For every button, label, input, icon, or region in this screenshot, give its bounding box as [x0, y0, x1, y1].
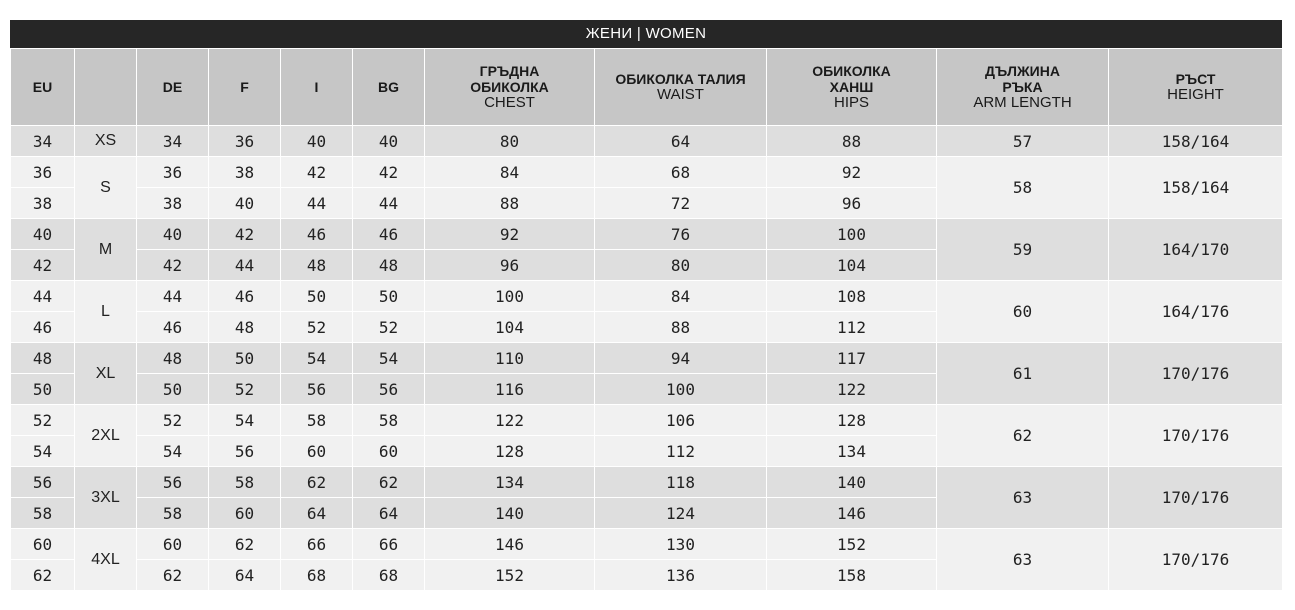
cell-arm: 58 [937, 157, 1109, 219]
cell-f: 50 [209, 343, 281, 374]
cell-de: 56 [137, 467, 209, 498]
cell-waist: 72 [595, 188, 767, 219]
cell-de: 52 [137, 405, 209, 436]
cell-size: 4XL [75, 529, 137, 591]
header-height-bg: РЪСТ [1175, 71, 1216, 87]
cell-size: M [75, 219, 137, 281]
table-row [11, 405, 1283, 436]
cell-eu: 52 [11, 405, 75, 436]
cell-bg: 46 [353, 219, 425, 250]
header-eu: EU [11, 49, 75, 126]
cell-i: 62 [281, 467, 353, 498]
table-row [11, 467, 1283, 498]
header-waist-bg: ОБИКОЛКА ТАЛИЯ [615, 71, 746, 87]
header-hips [767, 49, 937, 126]
cell-waist: 68 [595, 157, 767, 188]
table-row [11, 157, 1283, 188]
cell-de: 60 [137, 529, 209, 560]
cell-arm: 57 [937, 126, 1109, 157]
cell-i: 40 [281, 126, 353, 157]
cell-chest: 100 [425, 281, 595, 312]
cell-arm: 61 [937, 343, 1109, 405]
cell-de: 54 [137, 436, 209, 467]
cell-de: 50 [137, 374, 209, 405]
cell-eu: 54 [11, 436, 75, 467]
cell-eu: 58 [11, 498, 75, 529]
cell-size: L [75, 281, 137, 343]
cell-hips: 122 [767, 374, 937, 405]
cell-chest: 110 [425, 343, 595, 374]
cell-eu: 46 [11, 312, 75, 343]
cell-hips: 117 [767, 343, 937, 374]
cell-chest: 116 [425, 374, 595, 405]
cell-bg: 42 [353, 157, 425, 188]
cell-i: 66 [281, 529, 353, 560]
cell-chest: 92 [425, 219, 595, 250]
header-hips-en: HIPS [833, 94, 869, 111]
cell-i: 42 [281, 157, 353, 188]
cell-bg: 44 [353, 188, 425, 219]
cell-de: 58 [137, 498, 209, 529]
table-row [11, 281, 1283, 312]
header-arm [937, 49, 1109, 126]
cell-bg: 62 [353, 467, 425, 498]
cell-eu: 56 [11, 467, 75, 498]
header-arm-bg: ДЪЛЖИНА РЪКА [985, 63, 1060, 95]
cell-hips: 152 [767, 529, 937, 560]
cell-de: 44 [137, 281, 209, 312]
cell-f: 64 [209, 560, 281, 591]
cell-f: 48 [209, 312, 281, 343]
cell-eu: 50 [11, 374, 75, 405]
cell-hips: 158 [767, 560, 937, 591]
cell-f: 58 [209, 467, 281, 498]
cell-bg: 52 [353, 312, 425, 343]
cell-height: 170/176 [1109, 343, 1283, 405]
cell-arm: 63 [937, 467, 1109, 529]
cell-height: 170/176 [1109, 405, 1283, 467]
cell-height: 164/170 [1109, 219, 1283, 281]
header-size [75, 49, 137, 126]
cell-bg: 58 [353, 405, 425, 436]
cell-chest: 140 [425, 498, 595, 529]
cell-hips: 100 [767, 219, 937, 250]
cell-waist: 64 [595, 126, 767, 157]
header-height-en: HEIGHT [1167, 86, 1224, 103]
cell-eu: 62 [11, 560, 75, 591]
header-de: DE [137, 49, 209, 126]
cell-eu: 40 [11, 219, 75, 250]
cell-chest: 134 [425, 467, 595, 498]
cell-waist: 130 [595, 529, 767, 560]
cell-hips: 96 [767, 188, 937, 219]
cell-arm: 59 [937, 219, 1109, 281]
cell-size: XS [75, 126, 137, 157]
cell-arm: 62 [937, 405, 1109, 467]
cell-bg: 48 [353, 250, 425, 281]
cell-waist: 118 [595, 467, 767, 498]
cell-hips: 128 [767, 405, 937, 436]
header-row [11, 49, 1283, 126]
cell-size: XL [75, 343, 137, 405]
chart-title: ЖЕНИ | WOMEN [10, 20, 1282, 48]
cell-eu: 34 [11, 126, 75, 157]
table-body [11, 126, 1283, 591]
cell-chest: 96 [425, 250, 595, 281]
cell-chest: 146 [425, 529, 595, 560]
table-row [11, 219, 1283, 250]
header-chest-en: CHEST [484, 94, 535, 111]
cell-chest: 84 [425, 157, 595, 188]
cell-f: 40 [209, 188, 281, 219]
cell-waist: 106 [595, 405, 767, 436]
cell-f: 54 [209, 405, 281, 436]
cell-size: 3XL [75, 467, 137, 529]
cell-height: 170/176 [1109, 529, 1283, 591]
cell-hips: 88 [767, 126, 937, 157]
cell-bg: 60 [353, 436, 425, 467]
size-table [10, 48, 1283, 591]
cell-i: 54 [281, 343, 353, 374]
cell-waist: 112 [595, 436, 767, 467]
cell-chest: 80 [425, 126, 595, 157]
cell-eu: 44 [11, 281, 75, 312]
cell-bg: 66 [353, 529, 425, 560]
cell-de: 34 [137, 126, 209, 157]
header-height [1109, 49, 1283, 126]
cell-de: 40 [137, 219, 209, 250]
cell-f: 52 [209, 374, 281, 405]
cell-chest: 128 [425, 436, 595, 467]
cell-f: 36 [209, 126, 281, 157]
table-row [11, 126, 1283, 157]
cell-waist: 76 [595, 219, 767, 250]
cell-f: 60 [209, 498, 281, 529]
cell-eu: 38 [11, 188, 75, 219]
cell-eu: 60 [11, 529, 75, 560]
cell-waist: 124 [595, 498, 767, 529]
cell-f: 44 [209, 250, 281, 281]
cell-chest: 152 [425, 560, 595, 591]
cell-eu: 42 [11, 250, 75, 281]
cell-height: 158/164 [1109, 157, 1283, 219]
cell-bg: 50 [353, 281, 425, 312]
cell-size: 2XL [75, 405, 137, 467]
cell-hips: 134 [767, 436, 937, 467]
cell-chest: 104 [425, 312, 595, 343]
cell-i: 50 [281, 281, 353, 312]
cell-arm: 63 [937, 529, 1109, 591]
header-chest-bg: ГРЪДНА ОБИКОЛКА [470, 63, 549, 95]
cell-de: 38 [137, 188, 209, 219]
cell-i: 56 [281, 374, 353, 405]
cell-i: 44 [281, 188, 353, 219]
cell-hips: 112 [767, 312, 937, 343]
header-waist [595, 49, 767, 126]
cell-height: 158/164 [1109, 126, 1283, 157]
cell-arm: 60 [937, 281, 1109, 343]
table-row [11, 343, 1283, 374]
size-chart [10, 20, 1282, 591]
cell-de: 48 [137, 343, 209, 374]
cell-eu: 48 [11, 343, 75, 374]
cell-height: 170/176 [1109, 467, 1283, 529]
cell-i: 64 [281, 498, 353, 529]
cell-de: 42 [137, 250, 209, 281]
header-bg: BG [353, 49, 425, 126]
cell-chest: 88 [425, 188, 595, 219]
cell-de: 46 [137, 312, 209, 343]
cell-i: 46 [281, 219, 353, 250]
cell-eu: 36 [11, 157, 75, 188]
header-i: I [281, 49, 353, 126]
cell-waist: 100 [595, 374, 767, 405]
cell-bg: 54 [353, 343, 425, 374]
cell-f: 46 [209, 281, 281, 312]
cell-de: 36 [137, 157, 209, 188]
cell-hips: 108 [767, 281, 937, 312]
header-arm-en: ARM LENGTH [973, 94, 1072, 111]
cell-bg: 64 [353, 498, 425, 529]
cell-height: 164/176 [1109, 281, 1283, 343]
cell-f: 38 [209, 157, 281, 188]
cell-de: 62 [137, 560, 209, 591]
cell-f: 42 [209, 219, 281, 250]
cell-bg: 40 [353, 126, 425, 157]
cell-waist: 84 [595, 281, 767, 312]
cell-f: 62 [209, 529, 281, 560]
cell-i: 52 [281, 312, 353, 343]
cell-bg: 68 [353, 560, 425, 591]
header-hips-bg: ОБИКОЛКА ХАНШ [812, 63, 891, 95]
cell-hips: 140 [767, 467, 937, 498]
cell-waist: 80 [595, 250, 767, 281]
table-row [11, 529, 1283, 560]
cell-bg: 56 [353, 374, 425, 405]
cell-i: 68 [281, 560, 353, 591]
cell-i: 58 [281, 405, 353, 436]
cell-size: S [75, 157, 137, 219]
cell-chest: 122 [425, 405, 595, 436]
cell-f: 56 [209, 436, 281, 467]
cell-i: 48 [281, 250, 353, 281]
cell-waist: 136 [595, 560, 767, 591]
header-f: F [209, 49, 281, 126]
header-chest [425, 49, 595, 126]
cell-waist: 88 [595, 312, 767, 343]
cell-hips: 104 [767, 250, 937, 281]
header-waist-en: WAIST [657, 86, 704, 103]
cell-hips: 92 [767, 157, 937, 188]
cell-waist: 94 [595, 343, 767, 374]
cell-hips: 146 [767, 498, 937, 529]
cell-i: 60 [281, 436, 353, 467]
